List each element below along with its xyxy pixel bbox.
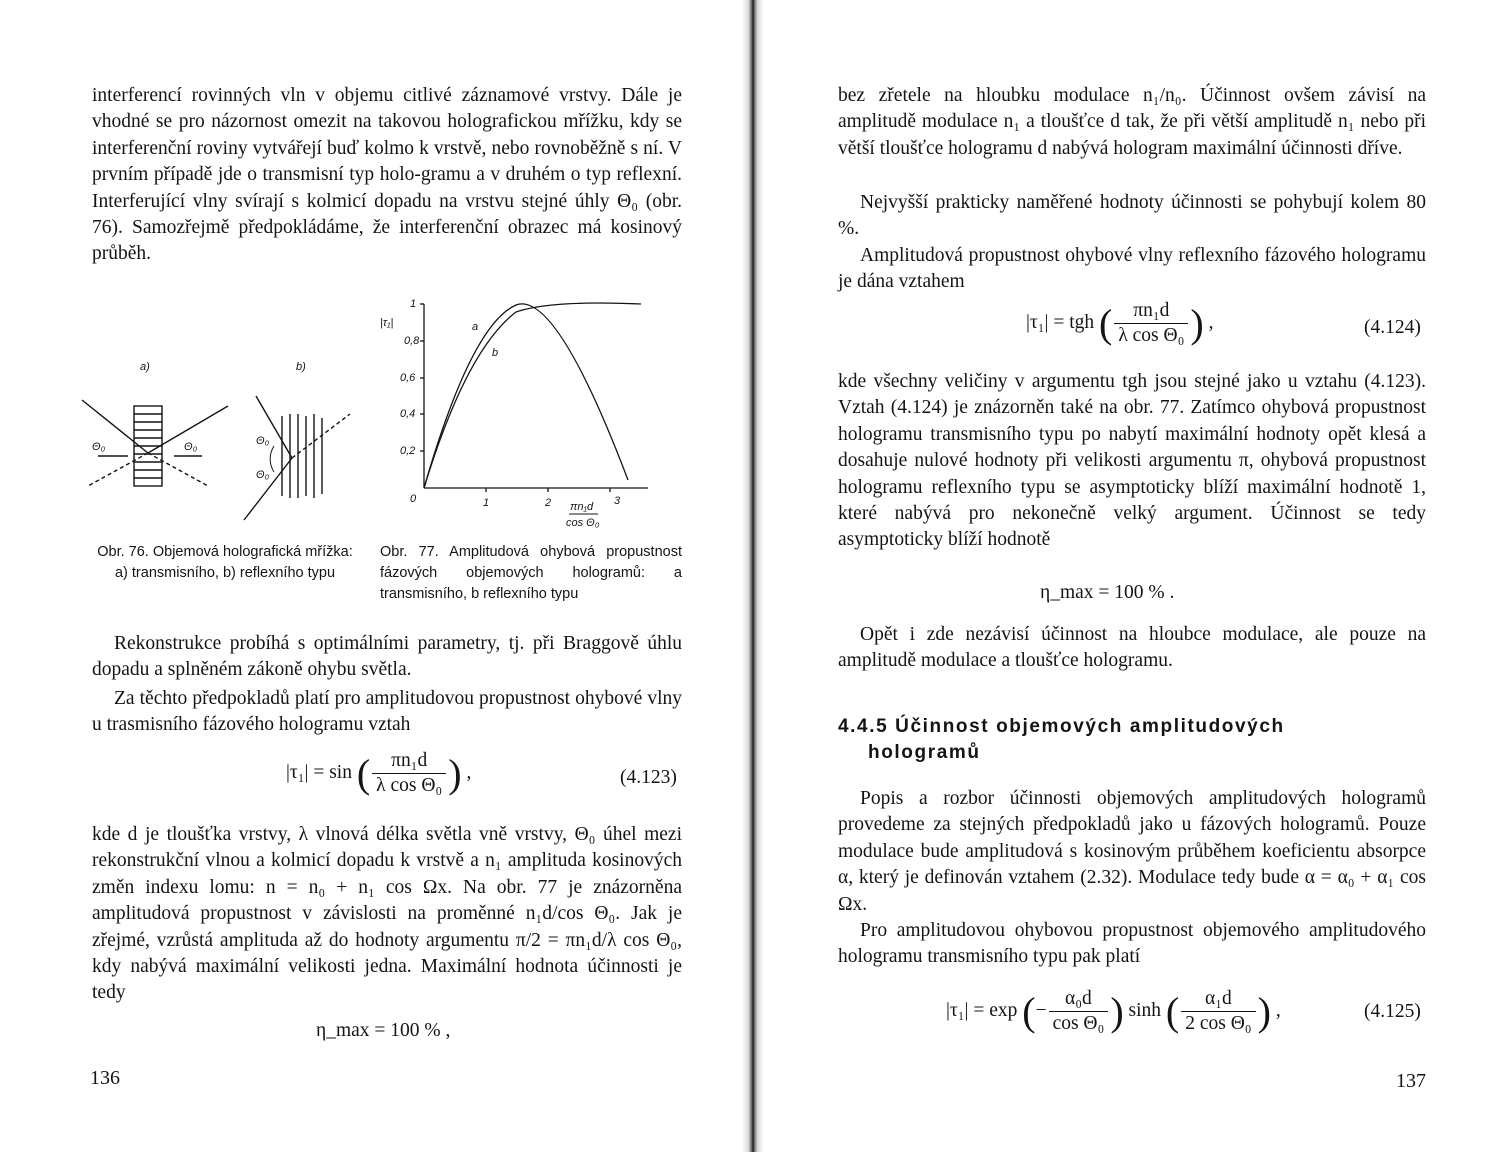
eq123-number: (4.123): [620, 767, 677, 788]
fig77-ytick-0: 0: [410, 493, 417, 505]
eq124-number: (4.124): [1364, 317, 1421, 338]
eq123-denominator: λ cos Θ₀: [376, 775, 443, 796]
eq124-tail: ,: [1208, 311, 1214, 333]
fig77-curve-a: [424, 304, 628, 488]
fig77-ytick-1: 1: [410, 298, 417, 310]
fig77-xtick-1: 1: [483, 497, 490, 509]
eq125-denominator-1: cos Θ₀: [1052, 1013, 1105, 1034]
left-paragraph-1: interferencí rovinných vln v objemu citlivé záznamové vrstvy. Dále je vhodné se pro názornost omezit na takovou holografickou mřížku, kdy se interferenční roviny vytvářejí buď kolmo k vrstvě, nebo rovnoběžně s ní. V prvním případě jde o transmisní typ holo-gramu a v druhém o typ reflexní. Interferující vlny svírají s kolmicí dopadu na vrstvu stejné úhly Θ₀ (obr. 76). Samozřejmě předpokládáme, že interferenční obrazec má kosinový průběh.: [92, 85, 682, 265]
right-paragraph-6: Popis a rozbor účinnosti objemových amplitudových hologramů provedeme za stejných předpokladů jako u fázových hologramů. Pouze modulace bude amplitudová s kosinovým průběhem koeficientu absorpce α, který je definován vztahem (2.32). Modulace tedy bude α = α₀ + α₁ cos Ωx.: [838, 788, 1426, 915]
fig76-theta-a2: Θ₀: [184, 441, 198, 453]
fig76-theta-b: Θ₀: [256, 435, 270, 447]
fig77-ylabel: |τ₁|: [380, 317, 394, 329]
eq124-numerator: πn₁d: [1114, 300, 1188, 324]
left-page: [0, 0, 742, 1152]
equation-4-123: |τ₁| = sin ( $\frac{\text{πn₁d}}{\text{λ cos Θ₀}}$ ) ,: [286, 750, 472, 796]
equation-4-125: |τ₁| = exp (− $\frac{\text{α₀d}}{\text{cos Θ₀}}$ ) sinh ( $\frac{\text{α₁d}}{\text{2 cos Θ₀}}$ ) ,: [946, 988, 1281, 1034]
eq125-minus: −: [1035, 999, 1047, 1021]
figure-77-chart: [366, 290, 658, 540]
eq123-tail: ,: [466, 761, 472, 783]
equation-4-124: |τ₁| = tgh ( $\frac{\text{πn₁d}}{\text{λ cos Θ₀}}$ ) ,: [1026, 300, 1214, 346]
eq125-number: (4.125): [1364, 1001, 1421, 1022]
right-paragraph-3: Amplitudová propustnost ohybové vlny reflexního fázového hologramu je dána vztahem: [838, 245, 1426, 293]
right-page-number: 137: [1396, 1070, 1426, 1092]
eq125-lhs: |τ₁| = exp: [946, 999, 1018, 1021]
eq124-denominator: λ cos Θ₀: [1118, 325, 1185, 346]
figure-77-caption: Obr. 77. Amplitudová ohybová propustnost fázových objemových hologramů: a transmisního, b reflexního typu: [380, 544, 682, 602]
fig77-xlabel-num: πn₁d: [570, 501, 594, 513]
right-paragraph-2: Nejvyšší prakticky naměřené hodnoty účinnosti se pohybují kolem 80 %.: [838, 192, 1426, 240]
section-heading-line-1: 4.4.5 Účinnost objemových amplitudových: [838, 716, 1285, 737]
eq125-denominator-2: 2 cos Θ₀: [1185, 1013, 1252, 1034]
fig76-label-b: b): [296, 361, 306, 373]
right-page: [764, 0, 1506, 1152]
left-eta-equation: η_max = 100 % ,: [316, 1020, 451, 1041]
fig77-xtick-3: 3: [614, 495, 621, 507]
right-eta-equation: η_max = 100 % .: [1040, 582, 1175, 603]
book-gutter: [742, 0, 764, 1152]
fig77-ytick-08: 0,8: [404, 335, 420, 347]
fig76-reflection-grating: [244, 396, 350, 520]
eq125-numerator-1: α₀d: [1049, 988, 1109, 1012]
right-paragraph-5: Opět i zde nezávisí účinnost na hloubce modulace, ale pouze na amplitudě modulace a tloušťce hologramu.: [838, 624, 1426, 672]
left-paragraph-4: kde d je tloušťka vrstvy, λ vlnová délka světla vně vrstvy, Θ₀ úhel mezi rekonstrukční vlnou a kolmicí dopadu k vrstvě a n₁ amplituda kosinových změn indexu lomu: n = n₀ + n₁ cos Ωx. Na obr. 77 je znázorněna amplitudová propustnost v závislosti na proměnné n₁d/cos Θ₀. Jak je zřejmé, vzrůstá amplituda až do hodnoty argumentu π/2 = πn₁d/λ cos Θ₀, kdy nabývá maximální velikosti jedna. Maximální hodnota účinnosti je tedy: [92, 824, 682, 1004]
right-paragraph-1: bez zřetele na hloubku modulace n₁/n₀. Účinnost ovšem závisí na amplitudě modulace n₁ a tloušťce d tak, že při větší amplitudě n₁ nebo při větší tloušťce hologramu d nabývá hologram maximální účinnosti dříve.: [838, 85, 1426, 159]
eq123-lhs: |τ₁| = sin: [286, 761, 352, 783]
left-page-number: 136: [90, 1067, 120, 1089]
eq124-lhs: |τ₁| = tgh: [1026, 311, 1095, 333]
fig77-xlabel-den: cos Θ₀: [566, 517, 600, 529]
fig77-ytick-04: 0,4: [400, 408, 416, 420]
fig77-ytick-02: 0,2: [400, 445, 416, 457]
section-heading-line-2: hologramů: [868, 742, 981, 763]
fig76-theta-b2: Θ₀: [256, 469, 270, 481]
left-paragraph-3: Za těchto předpokladů platí pro amplitudovou propustnost ohybové vlny u trasmisního fázového hologramu vztah: [92, 688, 682, 736]
left-paragraph-2: Rekonstrukce probíhá s optimálními parametry, tj. při Braggově úhlu dopadu a splněném zákoně ohybu světla.: [92, 633, 682, 681]
fig77-curve-b-label: b: [492, 347, 499, 359]
fig77-curve-b: [424, 303, 641, 488]
eq123-numerator: πn₁d: [372, 750, 446, 774]
fig77-ytick-06: 0,6: [400, 372, 416, 384]
fig76-theta-a: Θ₀: [92, 441, 106, 453]
right-paragraph-7: Pro amplitudovou ohybovou propustnost objemového amplitudového hologramu transmisního typu pak platí: [838, 920, 1426, 968]
section-heading-4-4-5: [838, 714, 1285, 766]
fig77-xtick-2: 2: [545, 497, 552, 509]
eq125-tail: ,: [1275, 999, 1281, 1021]
fig76-label-a: a): [140, 361, 150, 373]
eq125-sinh: sinh: [1128, 999, 1162, 1021]
figure-76-diagram: [78, 348, 358, 528]
right-paragraph-4: kde všechny veličiny v argumentu tgh jsou stejné jako u vztahu (4.123). Vztah (4.124) je znázorněn také na obr. 77. Zatímco ohybová propustnost hologramu transmisního typu po nabytí maximální hodnoty opět klesá a dosahuje nulové hodnoty při velikosti argumentu π, ohybová propustnost hologramu reflexního typu se asymptoticky blíží maximální hodnotě 1, které nabývá pro nekonečně velký argument. Účinnost se tedy asymptoticky blíží hodnotě: [838, 371, 1426, 551]
figure-76-caption: Obr. 76. Objemová holografická mřížka: a) transmisního, b) reflexního typu: [97, 544, 353, 581]
eq125-numerator-2: α₁d: [1181, 988, 1255, 1012]
fig77-curve-a-label: a: [472, 321, 479, 333]
